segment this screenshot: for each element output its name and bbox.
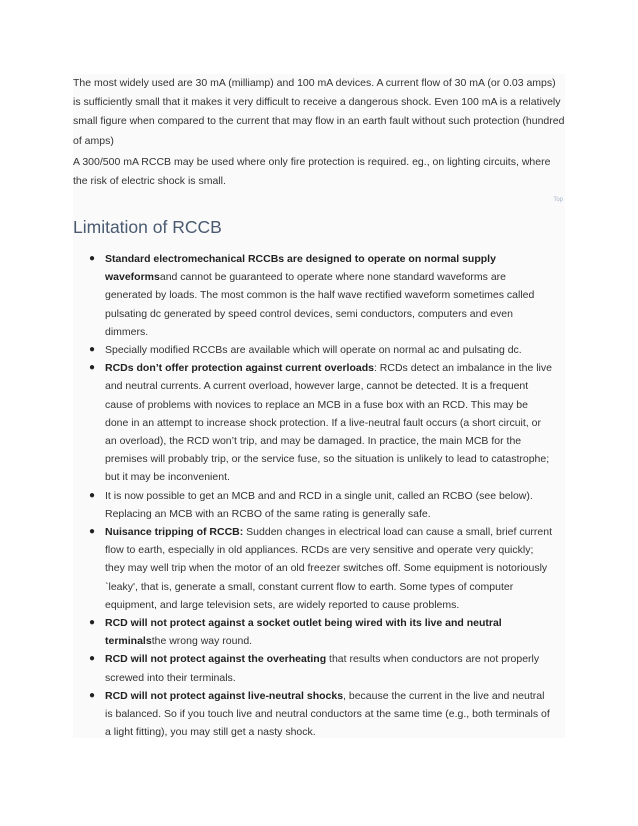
section-heading: Limitation of RCCB: [73, 217, 222, 237]
list-item: [73, 250, 553, 341]
item-text: that results when conductors are not properly screwed into their terminals.: [105, 653, 540, 684]
item-text: : RCDs detect an imbalance in the live and neutral currents. A current overload, however large, cannot be detected. It is a frequent cause of problems with novices to replace an MCB in a fuse box with an RCD. This may be done in an attempt to increase shock protection. If a live-neutral fault occurs (a short circuit, or an overload), the RCD won’t trip, and may be damaged. In practice, the main MCB for the premises will probably trip, or the service fuse, so the situation is unlikely to lead to catastrophe; but it may be inconvenient.: [105, 362, 552, 484]
list-item: [73, 341, 553, 359]
item-bold: RCD will not protect against live-neutral shocks: [105, 689, 344, 702]
list-item: [73, 614, 553, 650]
item-text: , because the current in the live and neutral is balanced. So if you touch live and neutral conductors at the same time (e.g., both terminals of a light fitting), you may still get a nasty shock.: [105, 689, 550, 739]
item-text: and cannot be guaranteed to operate where none standard waveforms are generated by loads. The most common is the half wave rectified waveform sometimes called pulsating dc generated by speed control devices, semi conductors, computers and even dimmers.: [105, 271, 535, 338]
bullet-icon: ●: [89, 653, 96, 665]
list-item: [73, 650, 553, 686]
limitations-list: [73, 250, 553, 741]
item-bold: RCDs don’t offer protection against current overloads: [105, 362, 374, 375]
bullet-icon: ●: [89, 362, 96, 374]
bullet-icon: ●: [89, 689, 96, 701]
list-item: [73, 487, 553, 523]
item-text: It is now possible to get an MCB and and RCD in a single unit, called an RCBO (see below). Replacing an MCB with an RCBO of the same rating is generally safe.: [105, 489, 533, 520]
item-bold: Standard electromechanical RCCBs are designed to operate on normal supply waveforms: [105, 253, 496, 284]
list-item: [73, 359, 553, 486]
bullet-icon: ●: [89, 617, 96, 629]
bullet-icon: ●: [89, 344, 96, 356]
intro-paragraph-1: The most widely used are 30 mA (milliamp) and 100 mA devices. A current flow of 30 mA (or 0.03 amps) is sufficiently small that it makes it very difficult to receive a dangerous shock. Even 100 mA is a relatively small figure when compared to the current that may flow in an earth fault without such protection (hundred of amps): [73, 77, 565, 147]
item-text: Sudden changes in electrical load can cause a small, brief current flow to earth, especially in old appliances. RCDs are very sensitive and operate very quickly; they may well trip when the motor of an old freezer switches off. Some equipment is notoriously `leaky', that is, generate a small, constant current flow to earth. Some types of computer equipment, and large television sets, are widely reported to cause problems.: [105, 526, 553, 611]
bullet-icon: ●: [89, 526, 96, 538]
item-text: the wrong way round.: [151, 635, 253, 648]
bullet-icon: ●: [89, 253, 96, 264]
intro-paragraph-2: A 300/500 mA RCCB may be used where only fire protection is required. eg., on lighting circuits, where the risk of electric shock is small.: [73, 156, 551, 188]
item-bold: RCD will not protect against the overheating: [105, 653, 327, 666]
item-text: Specially modified RCCBs are available which will operate on normal ac and pulsating dc.: [105, 344, 522, 357]
bullet-icon: ●: [89, 489, 96, 501]
item-bold: Nuisance tripping of RCCB:: [105, 526, 244, 539]
list-item: [73, 523, 553, 614]
list-item: [73, 687, 553, 742]
item-bold: RCD will not protect against a socket outlet being wired with its live and neutral terminals: [105, 617, 502, 648]
back-to-top-link[interactable]: Top: [553, 197, 563, 203]
